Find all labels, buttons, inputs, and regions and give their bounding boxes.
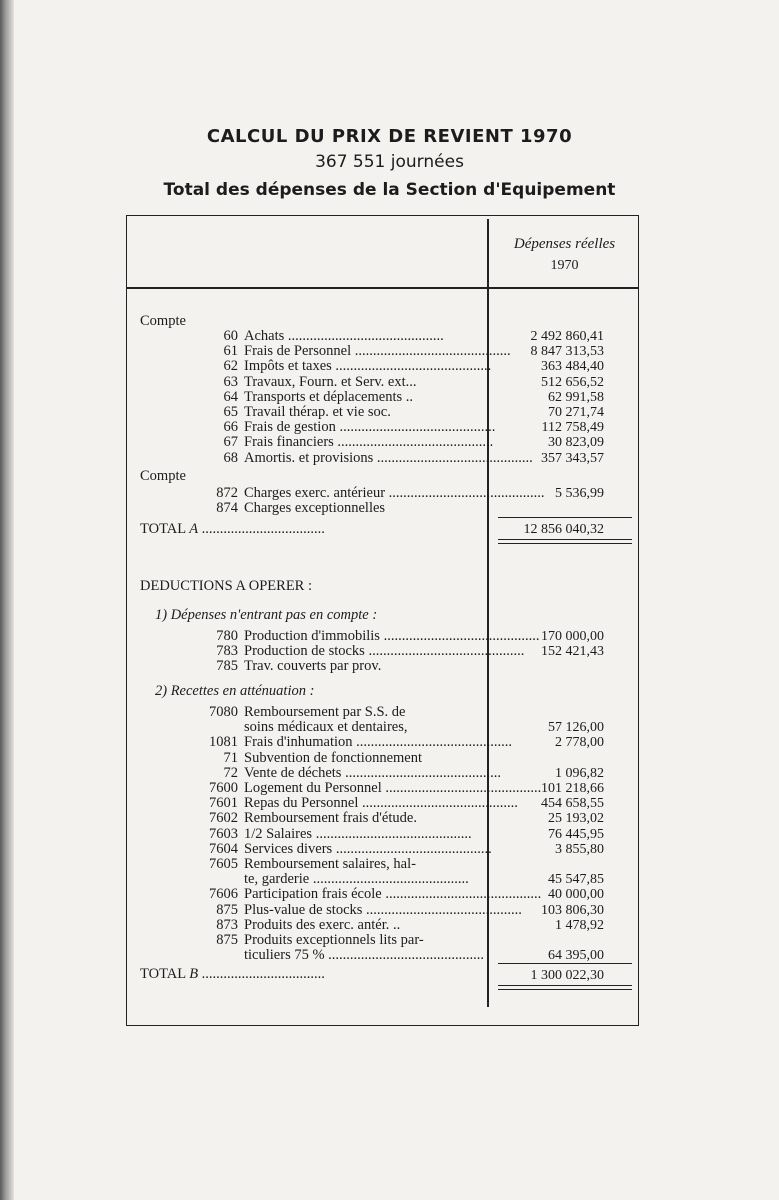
row-label-text: Remboursement par S.S. de <box>244 704 406 720</box>
row-label-text: Charges exerc. antérieur <box>244 485 386 501</box>
row-label-text: Travail thérap. et vie soc. <box>244 404 391 420</box>
row-label-text: Participation frais école <box>244 886 382 903</box>
row-label-text: Remboursement frais d'étude. <box>244 810 417 827</box>
row-value: 30 823,09 <box>548 435 604 451</box>
row-value: 5 536,99 <box>555 486 604 501</box>
row-code: 780 <box>216 628 238 644</box>
total-a-word: TOTAL <box>140 521 186 537</box>
row-value: 76 445,95 <box>548 826 604 842</box>
row-label <box>244 734 513 751</box>
total-a-value: 12 856 040,32 <box>523 522 604 537</box>
row-label <box>244 328 476 344</box>
row-code: 7601 <box>209 795 238 812</box>
total-b-label <box>140 966 325 982</box>
row-label <box>244 780 542 796</box>
dot-leader: ........................................... <box>333 434 494 451</box>
row-label <box>244 343 511 360</box>
row-label <box>244 500 476 516</box>
dot-leader: ........................................... <box>379 628 540 644</box>
group2-title: 2) Recettes en atténuation : <box>155 683 315 699</box>
row-label-text: Frais d'inhumation <box>244 734 353 751</box>
row-label-text: Amortis. et provisions <box>244 449 374 466</box>
row-label-text: soins médicaux et dentaires, <box>244 719 408 736</box>
row-code: 72 <box>223 764 238 781</box>
row-value: 57 126,00 <box>548 720 604 736</box>
row-label-text: Vente de déchets <box>244 764 342 781</box>
total-b-double-rule-2 <box>498 989 632 990</box>
total-b-rule <box>498 963 632 964</box>
column-header-title: Dépenses réelles <box>513 236 616 252</box>
total-b-word: TOTAL <box>140 966 186 982</box>
total-a-letter: A <box>189 521 199 537</box>
deductions-title: DEDUCTIONS A OPERER : <box>140 578 313 594</box>
dot-leader: ........................................... <box>309 871 469 888</box>
dot-leader: ........................................... <box>381 886 542 903</box>
total-b-double-rule-1 <box>498 985 632 986</box>
row-code: 7604 <box>209 840 238 857</box>
row-label <box>244 419 496 436</box>
header-rule <box>126 287 639 289</box>
row-code: 7600 <box>209 780 238 796</box>
row-code: 1081 <box>209 734 238 751</box>
row-label <box>244 628 540 644</box>
row-label <box>244 826 476 842</box>
total-a-double-rule-1 <box>498 539 632 540</box>
row-label-text: Services divers <box>244 840 333 857</box>
row-label-text: Transports et déplacements .. <box>244 388 414 405</box>
row-label <box>244 901 522 918</box>
row-code: 875 <box>216 901 238 918</box>
row-label-text: 1/2 Salaires <box>244 825 313 842</box>
row-code: 71 <box>223 749 238 766</box>
row-label <box>244 795 518 812</box>
row-code: 61 <box>223 343 238 360</box>
row-label-text: Impôts et taxes <box>244 358 332 375</box>
row-code: 64 <box>223 388 238 405</box>
row-label-text: te, garderie <box>244 871 310 888</box>
total-b-leader: .................................. <box>201 966 325 982</box>
row-label-text: ticuliers 75 % <box>244 947 325 964</box>
row-value: 25 193,02 <box>548 811 604 827</box>
row-value: 8 847 313,53 <box>530 344 604 360</box>
dot-leader: ........................................... <box>351 343 511 360</box>
row-code: 875 <box>216 932 238 948</box>
row-code: 63 <box>223 373 238 390</box>
row-label-text: Plus-value de stocks <box>244 901 363 918</box>
row-code: 65 <box>223 404 238 420</box>
row-label-text: Frais de gestion <box>244 419 336 436</box>
row-label-text: Production d'immobilis <box>244 628 380 644</box>
row-code: 68 <box>223 449 238 466</box>
row-label-text: Produits des exerc. antér. .. <box>244 916 401 933</box>
row-value: 454 658,55 <box>541 796 604 812</box>
row-label-text: Frais financiers <box>244 434 334 451</box>
row-label-text: Trav. couverts par prov. <box>244 658 382 675</box>
dot-leader: ........................................... <box>324 947 485 964</box>
row-label <box>244 434 494 451</box>
dot-leader: ........................................... <box>385 485 545 501</box>
dot-leader: ........................................... <box>331 358 492 375</box>
row-code: 7605 <box>209 856 238 872</box>
dot-leader: ........................................... <box>364 643 525 660</box>
row-code: 872 <box>216 485 238 501</box>
row-label-text: Charges exceptionnelles <box>244 500 386 517</box>
row-label <box>244 658 476 674</box>
row-label-text: Frais de Personnel <box>244 343 352 360</box>
dot-leader: ........................................... <box>341 764 501 781</box>
dot-leader: ........................................... <box>381 780 542 796</box>
row-label-text: Logement du Personnel <box>244 780 382 796</box>
row-label-text: Produits exceptionnels lits par- <box>244 932 424 948</box>
row-label <box>244 947 485 964</box>
row-label-text: Subvention de fonctionnement <box>244 749 422 766</box>
dot-leader: ........................................... <box>358 795 518 812</box>
row-label <box>244 449 533 466</box>
row-value: 101 218,66 <box>541 781 604 796</box>
row-label <box>244 485 545 501</box>
row-code: 7603 <box>209 825 238 842</box>
dot-leader: ........................................... <box>312 825 472 842</box>
row-code: 66 <box>223 419 238 436</box>
row-value: 152 421,43 <box>541 644 604 660</box>
total-a-rule <box>498 517 632 518</box>
row-value: 2 778,00 <box>555 735 604 751</box>
row-value: 103 806,30 <box>541 902 604 918</box>
row-label <box>244 404 476 420</box>
row-label <box>244 840 492 857</box>
row-label <box>244 856 476 872</box>
row-label <box>244 358 492 375</box>
row-value: 357 343,57 <box>541 450 604 466</box>
row-code: 62 <box>223 358 238 375</box>
row-value: 45 547,85 <box>548 872 604 888</box>
row-label <box>244 719 476 735</box>
section-title: Total des dépenses de la Section d'Equipement <box>163 180 616 200</box>
dot-leader: ........................................... <box>352 734 513 751</box>
row-code: 873 <box>216 916 238 933</box>
row-value: 3 855,80 <box>555 841 604 857</box>
row-label <box>244 917 476 933</box>
row-value: 1 478,92 <box>555 917 604 933</box>
total-a-leader: .................................. <box>201 521 325 537</box>
row-code: 7602 <box>209 810 238 827</box>
row-value: 363 484,40 <box>541 359 604 375</box>
row-value: 62 991,58 <box>548 389 604 405</box>
row-code: 785 <box>216 658 238 675</box>
row-label <box>244 374 476 390</box>
row-label-text: Travaux, Fourn. et Serv. ext... <box>244 373 417 390</box>
compte-label: Compte <box>140 313 186 329</box>
row-label <box>244 932 476 948</box>
row-label <box>244 704 476 720</box>
row-value: 70 271,74 <box>548 405 604 420</box>
row-code: 67 <box>223 434 238 451</box>
row-value: 170 000,00 <box>541 629 604 644</box>
dot-leader: ........................................... <box>335 419 496 436</box>
row-label <box>244 886 542 903</box>
group1-title: 1) Dépenses n'entrant pas en compte : <box>155 607 378 623</box>
row-label <box>244 764 501 781</box>
row-value: 512 656,52 <box>541 374 604 390</box>
row-label-text: Production de stocks <box>244 643 365 660</box>
row-label-text: Achats <box>244 328 285 344</box>
dot-leader: ........................................... <box>284 328 444 344</box>
compte-label-2: Compte <box>140 468 186 484</box>
row-label-text: Remboursement salaires, hal- <box>244 856 416 872</box>
total-b-letter: B <box>189 966 199 982</box>
row-label <box>244 643 525 660</box>
row-value: 40 000,00 <box>548 887 604 903</box>
row-value: 2 492 860,41 <box>530 329 604 344</box>
row-label <box>244 871 476 887</box>
row-code: 7080 <box>209 704 238 720</box>
row-label <box>244 389 476 405</box>
total-b-value: 1 300 022,30 <box>530 968 604 983</box>
column-header-year: 1970 <box>550 258 579 273</box>
row-label <box>244 750 476 766</box>
total-a-label <box>140 521 325 537</box>
dot-leader: ........................................... <box>373 449 533 466</box>
row-value: 112 758,49 <box>541 420 604 436</box>
row-label <box>244 810 476 826</box>
row-value: 1 096,82 <box>555 765 604 781</box>
total-a-double-rule-2 <box>498 543 632 544</box>
dot-leader: ........................................... <box>362 901 522 918</box>
row-code: 60 <box>223 328 238 344</box>
dot-leader: ........................................... <box>332 840 492 857</box>
row-label-text: Repas du Personnel <box>244 795 359 812</box>
page-title: CALCUL DU PRIX DE REVIENT 1970 <box>206 126 573 147</box>
page-subtitle: 367 551 journées <box>315 152 464 172</box>
row-code: 874 <box>216 500 238 517</box>
row-value: 64 395,00 <box>548 948 604 964</box>
row-code: 7606 <box>209 886 238 903</box>
row-code: 783 <box>216 643 238 660</box>
